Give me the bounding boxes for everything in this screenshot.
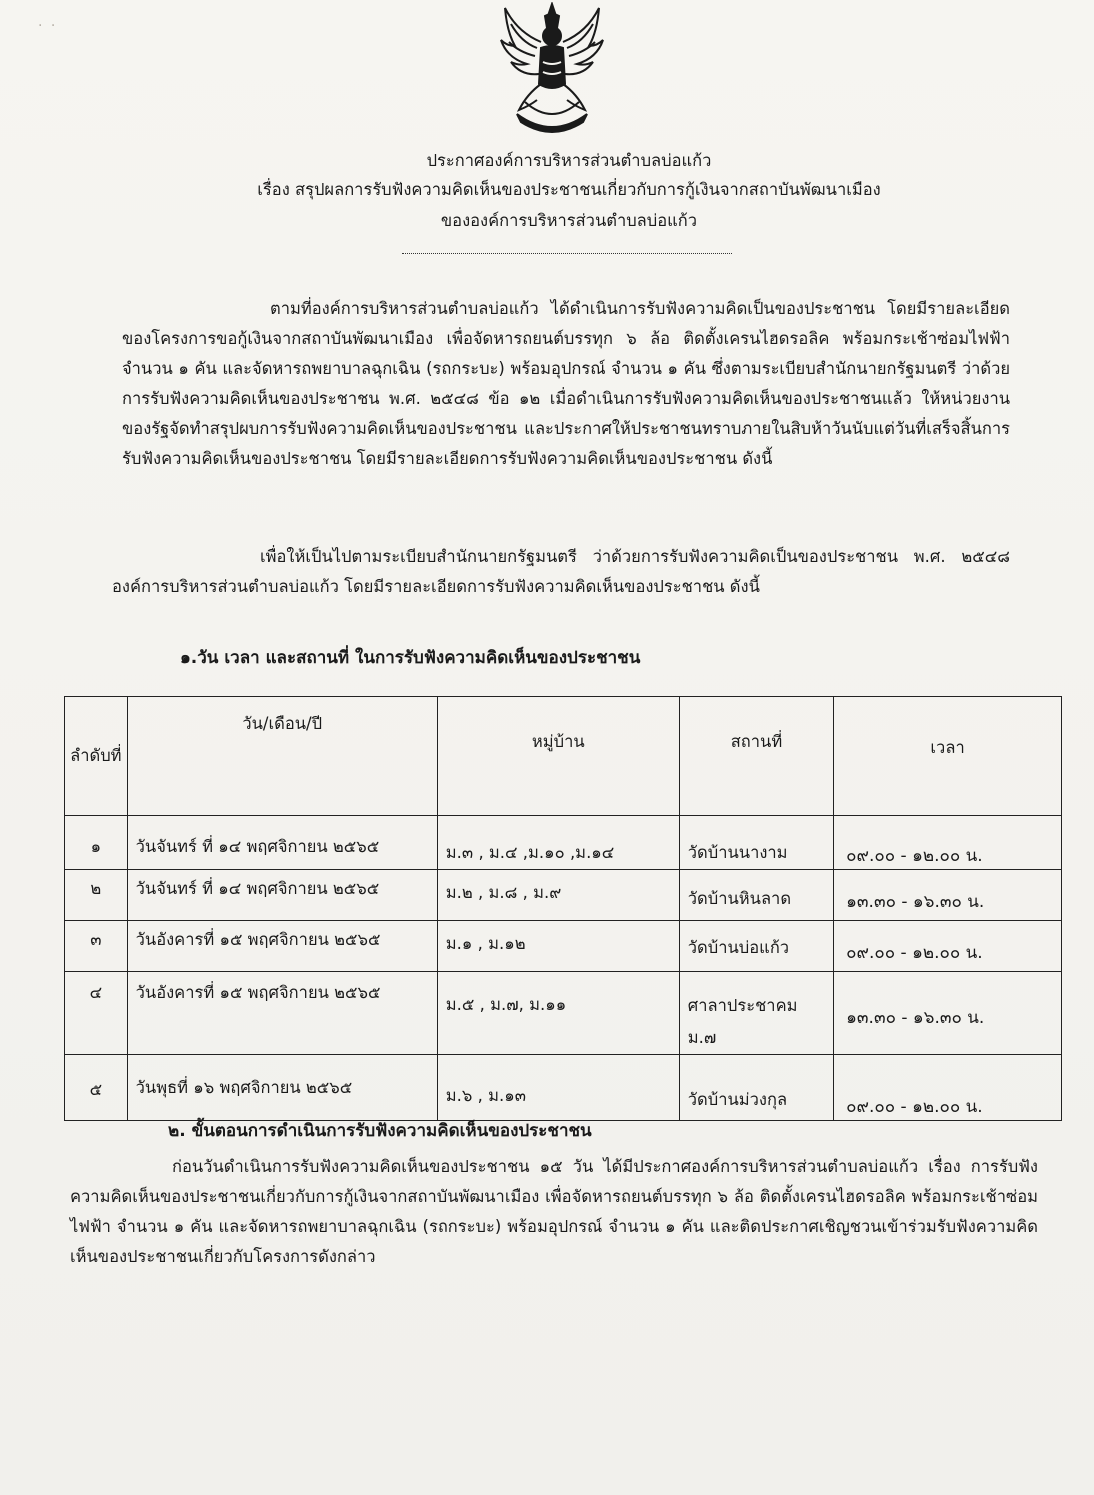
row-no: ๔ bbox=[89, 983, 103, 1002]
dotted-divider bbox=[402, 253, 732, 254]
table-row bbox=[65, 972, 1062, 1055]
row-time: ๐๙.๐๐ - ๑๒.๐๐ น. bbox=[846, 846, 983, 866]
row-date: วันจันทร์ ที่ ๑๔ พฤศจิกายน ๒๕๖๕ bbox=[135, 879, 380, 898]
row-place: วัดบ้านม่วงกุล bbox=[687, 1090, 788, 1109]
table-row bbox=[65, 1055, 1062, 1121]
table-row bbox=[65, 870, 1062, 921]
row-date: วันพุธที่ ๑๖ พฤศจิกายน ๒๕๖๕ bbox=[135, 1078, 353, 1097]
row-date: วันจันทร์ ที่ ๑๔ พฤศจิกายน ๒๕๖๕ bbox=[135, 837, 380, 856]
row-village: ม.๑ , ม.๑๒ bbox=[445, 934, 526, 953]
header-time: เวลา bbox=[834, 697, 1062, 816]
row-place: ศาลาประชาคม ม.๗ bbox=[687, 996, 798, 1047]
section-1-title: ๑.วัน เวลา และสถานที่ ในการรับฟังความคิดเห็นของประชาชน bbox=[180, 648, 641, 668]
row-date: วันอังคารที่ ๑๕ พฤศจิกายน ๒๕๖๕ bbox=[135, 983, 381, 1002]
row-village: ม.๕ , ม.๗, ม.๑๑ bbox=[445, 995, 567, 1014]
row-place: วัดบ้านนางาม bbox=[687, 843, 788, 862]
announcement-org: ขององค์การบริหารส่วนตำบลบ่อแก้ว bbox=[440, 211, 698, 230]
schedule-table bbox=[64, 696, 1062, 1121]
purpose-paragraph: เพื่อให้เป็นไปตามระเบียบสำนักนายกรัฐมนตรี ว่าด้วยการรับฟังความคิดเป็นของประชาชน พ.ศ. ๒๕๔๘ องค์การบริหารส่วนตำบลบ่อแก้ว โดยมีรายละเอียดการรับฟังความคิดเห็นของประชาชน ดังนี้ bbox=[112, 547, 1010, 596]
row-place: วัดบ้านหินลาด bbox=[687, 889, 792, 908]
header-no: ลำดับที่ bbox=[65, 697, 128, 816]
row-time: ๑๓.๓๐ - ๑๖.๓๐ น. bbox=[846, 892, 985, 912]
row-time: ๐๙.๐๐ - ๑๒.๐๐ น. bbox=[846, 1097, 983, 1117]
garuda-emblem-icon bbox=[497, 2, 607, 140]
row-no: ๒ bbox=[90, 879, 102, 898]
section-2-title: ๒. ขั้นตอนการดำเนินการรับฟังความคิดเห็นของประชาชน bbox=[168, 1121, 592, 1141]
row-no: ๑ bbox=[90, 837, 102, 856]
table-header-row bbox=[65, 697, 1062, 816]
announcement-subject: เรื่อง สรุปผลการรับฟังความคิดเห็นของประชาชนเกี่ยวกับการกู้เงินจากสถาบันพัฒนาเมือง bbox=[257, 180, 881, 199]
row-village: ม.๓ , ม.๔ ,ม.๑๐ ,ม.๑๔ bbox=[445, 843, 615, 862]
row-place: วัดบ้านบ่อแก้ว bbox=[687, 938, 790, 957]
row-no: ๓ bbox=[90, 930, 102, 949]
row-no: ๕ bbox=[89, 1080, 103, 1099]
header-date: วัน/เดือน/ปี bbox=[127, 697, 437, 816]
announcement-title: ประกาศองค์การบริหารส่วนตำบลบ่อแก้ว bbox=[426, 151, 712, 170]
table-row bbox=[65, 816, 1062, 870]
header-place: สถานที่ bbox=[679, 697, 833, 816]
row-date: วันอังคารที่ ๑๕ พฤศจิกายน ๒๕๖๕ bbox=[135, 930, 381, 949]
row-time: ๐๙.๐๐ - ๑๒.๐๐ น. bbox=[846, 943, 983, 963]
row-time: ๑๓.๓๐ - ๑๖.๓๐ น. bbox=[846, 1008, 985, 1028]
page-smudge: · · bbox=[38, 18, 58, 34]
header-village: หมู่บ้าน bbox=[437, 697, 679, 816]
procedure-paragraph: ก่อนวันดำเนินการรับฟังความคิดเห็นของประชาชน ๑๕ วัน ได้มีประกาศองค์การบริหารส่วนตำบลบ่อแก้ว เรื่อง การรับฟังความคิดเห็นของประชาชนเกี่ยวกับการกู้เงินจากสถาบันพัฒนาเมือง เพื่อจัดหารถยนต์บรรทุก ๖ ล้อ ติดตั้งเครนไฮดรอลิค พร้อมกระเช้าซ่อมไฟฟ้า จำนวน ๑ คัน และจัดหารถพยาบาลฉุกเฉิน (รถกระบะ) พร้อมอุปกรณ์ จำนวน ๑ คัน และติดประกาศเชิญชวนเข้าร่วมรับฟังความคิดเห็นของประชาชนเกี่ยวกับโครงการดังกล่าว bbox=[70, 1157, 1038, 1266]
intro-paragraph: ตามที่องค์การบริหารส่วนตำบลบ่อแก้ว ได้ดำเนินการรับฟังความคิดเป็นของประชาชน โดยมีรายละเอียดของโครงการขอกู้เงินจากสถาบันพัฒนาเมือง เพื่อจัดหารถยนต์บรรทุก ๖ ล้อ ติดตั้งเครนไฮดรอลิค พร้อมกระเช้าซ่อมไฟฟ้า จำนวน ๑ คัน และจัดหารถพยาบาลฉุกเฉิน (รถกระบะ) พร้อมอุปกรณ์ จำนวน ๑ คัน ซึ่งตามระเบียบสำนักนายกรัฐมนตรี ว่าด้วยการรับฟังความคิดเห็นของประชาชน พ.ศ. ๒๕๔๘ ข้อ ๑๒ เมื่อดำเนินการรับฟังความคิดเห็นของประชาชนแล้ว ให้หน่วยงานของรัฐจัดทำสรุปผบการรับฟังความคิดเห็นของประชาชน และประกาศให้ประชาชนทราบภายในสิบห้าวันนับแต่วันที่เสร็จสิ้นการรับฟังความคิดเห็นของประชาชน โดยมีรายละเอียดการรับฟังความคิดเห็นของประชาชน ดังนี้ bbox=[122, 299, 1010, 468]
row-village: ม.๖ , ม.๑๓ bbox=[445, 1086, 527, 1105]
table-row bbox=[65, 921, 1062, 972]
row-village: ม.๒ , ม.๘ , ม.๙ bbox=[445, 883, 562, 902]
